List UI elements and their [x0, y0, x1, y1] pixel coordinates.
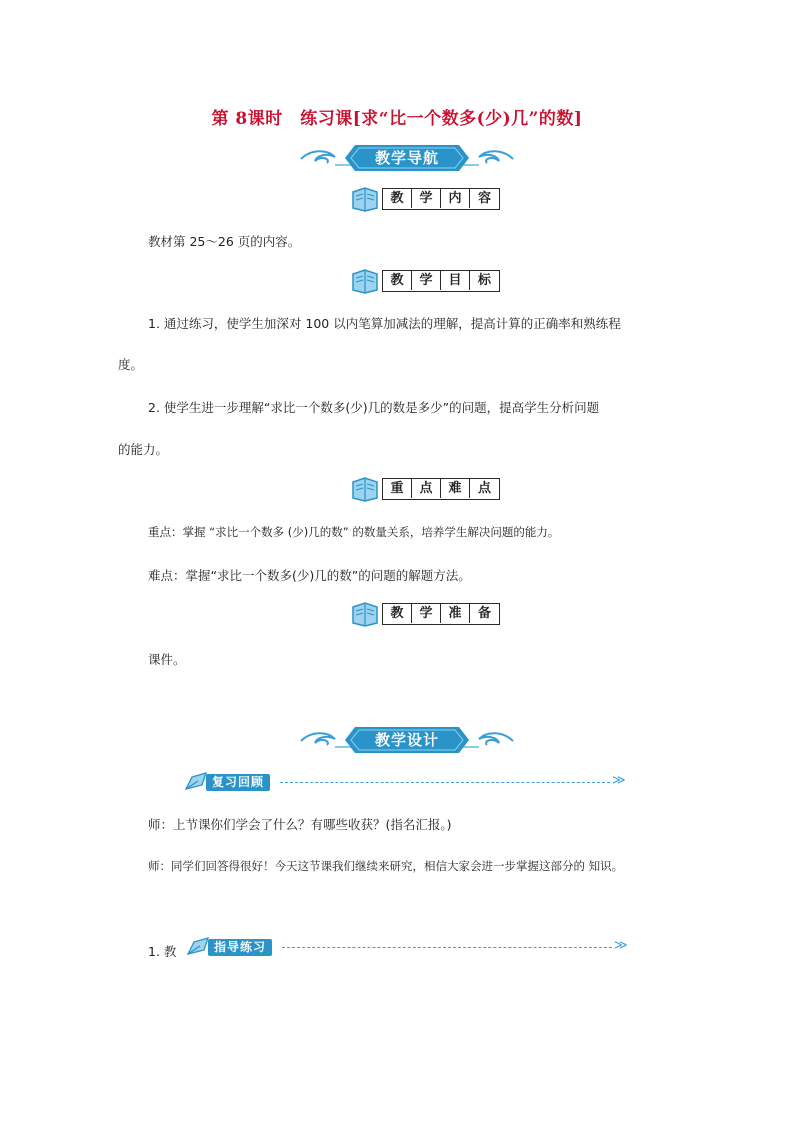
key-point-text: 重点：掌握 “求比一个数多 (少)几的数” 的数量关系，培养学生解决问题的能力。 — [148, 525, 560, 539]
dashed-divider — [280, 782, 610, 783]
section-char: 教 — [383, 271, 412, 290]
section-title-boxes — [382, 270, 500, 292]
goal-item-2-line-1: 2. 使学生进一步理解“求比一个数多(少)几的数是多少”的问题，提高学生分析问题 — [148, 400, 600, 415]
section-char: 标 — [477, 273, 491, 288]
practice-prefix: 1. 教 — [148, 944, 177, 959]
section-char: 教 — [383, 604, 412, 623]
double-arrow-icon: ≫ — [614, 938, 625, 953]
section-title-boxes — [382, 478, 500, 500]
section-char: 难 — [441, 479, 470, 498]
review-header — [184, 771, 644, 793]
section-char: 点 — [477, 481, 491, 496]
section-title-boxes — [382, 188, 500, 210]
section-char: 学 — [412, 189, 441, 208]
goal-item-1-line-2: 度。 — [118, 357, 144, 372]
review-line-2: 师：同学们回答得很好！今天这节课我们继续来研究，相信大家会进一步掌握这部分的 知识。 — [148, 859, 624, 873]
section-char: 容 — [477, 191, 491, 206]
section-char: 点 — [412, 479, 441, 498]
goal-item-1-line-1: 1. 通过练习，使学生加深对 100 以内笔算加减法的理解，提高计算的正确率和熟练程 — [148, 316, 621, 331]
difficulty-text: 难点：掌握“求比一个数多(少)几的数”的问题的解题方法。 — [148, 568, 471, 583]
section-char: 目 — [441, 271, 470, 290]
section-char: 教 — [383, 189, 412, 208]
section-char: 内 — [441, 189, 470, 208]
book-icon — [350, 186, 380, 212]
goal-item-2-line-2: 的能力。 — [118, 442, 169, 457]
banner-teaching-guide — [297, 143, 517, 173]
review-line-1: 师：上节课你们学会了什么？有哪些收获？(指名汇报。) — [148, 817, 452, 832]
book-icon — [350, 601, 380, 627]
content-text: 教材第 25～26 页的内容。 — [148, 234, 301, 249]
book-icon — [350, 476, 380, 502]
banner-label: 教学导航 — [374, 149, 439, 167]
banner-label: 教学设计 — [374, 731, 439, 749]
preparation-text: 课件。 — [148, 652, 186, 667]
section-char: 学 — [412, 604, 441, 623]
section-char: 备 — [477, 606, 491, 621]
double-arrow-icon: ≫ — [612, 773, 623, 788]
section-char: 学 — [412, 271, 441, 290]
banner-teaching-design — [297, 725, 517, 755]
section-char: 重 — [383, 479, 412, 498]
review-tag: 复习回顾 — [206, 774, 270, 791]
practice-header — [186, 936, 646, 958]
page-title: 第 8课时 练习课[求“比一个数多(少)几”的数] — [211, 109, 583, 129]
section-char: 准 — [441, 604, 470, 623]
practice-tag: 指导练习 — [208, 939, 272, 956]
dashed-divider — [282, 947, 612, 948]
book-icon — [350, 268, 380, 294]
section-title-boxes — [382, 603, 500, 625]
